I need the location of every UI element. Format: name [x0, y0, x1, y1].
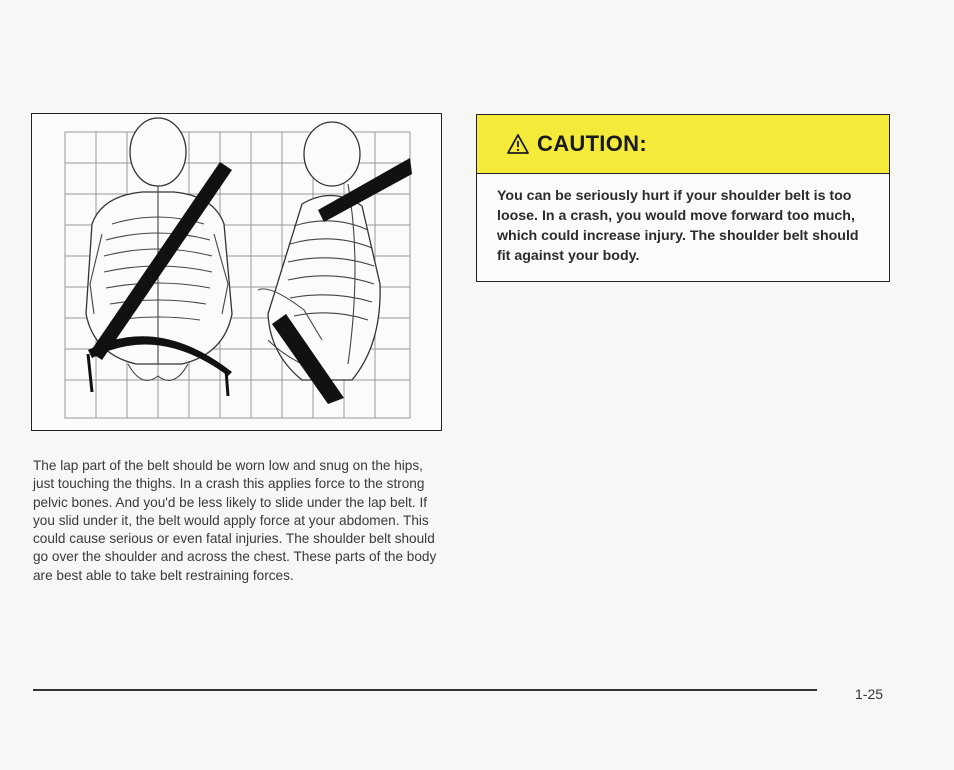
- body-paragraph: The lap part of the belt should be worn low and snug on the hips, just touching the thighs. In a crash this applies force to the strong pelvic bones. And you'd be less likely to slide under the lap belt. If you slid under it, the belt would apply force at your abdomen. This could cause serious or even fatal injuries. The shoulder belt should go over the shoulder and across the chest. These parts of the body are best able to take belt restraining forces.: [33, 458, 437, 583]
- caution-box: [476, 114, 890, 282]
- warning-triangle-icon: [507, 133, 529, 155]
- caution-header: [477, 115, 889, 174]
- caution-title: CAUTION:: [537, 131, 647, 156]
- seat-belt-illustration: [31, 113, 442, 431]
- page-number: 1-25: [855, 686, 884, 702]
- footer-rule: [33, 689, 817, 691]
- seat-belt-skeleton-icon: [32, 114, 443, 432]
- caution-text: You can be seriously hurt if your shoulder belt is too loose. In a crash, you would move forward too much, which could increase injury. The shoulder belt should fit against your body.: [497, 188, 859, 264]
